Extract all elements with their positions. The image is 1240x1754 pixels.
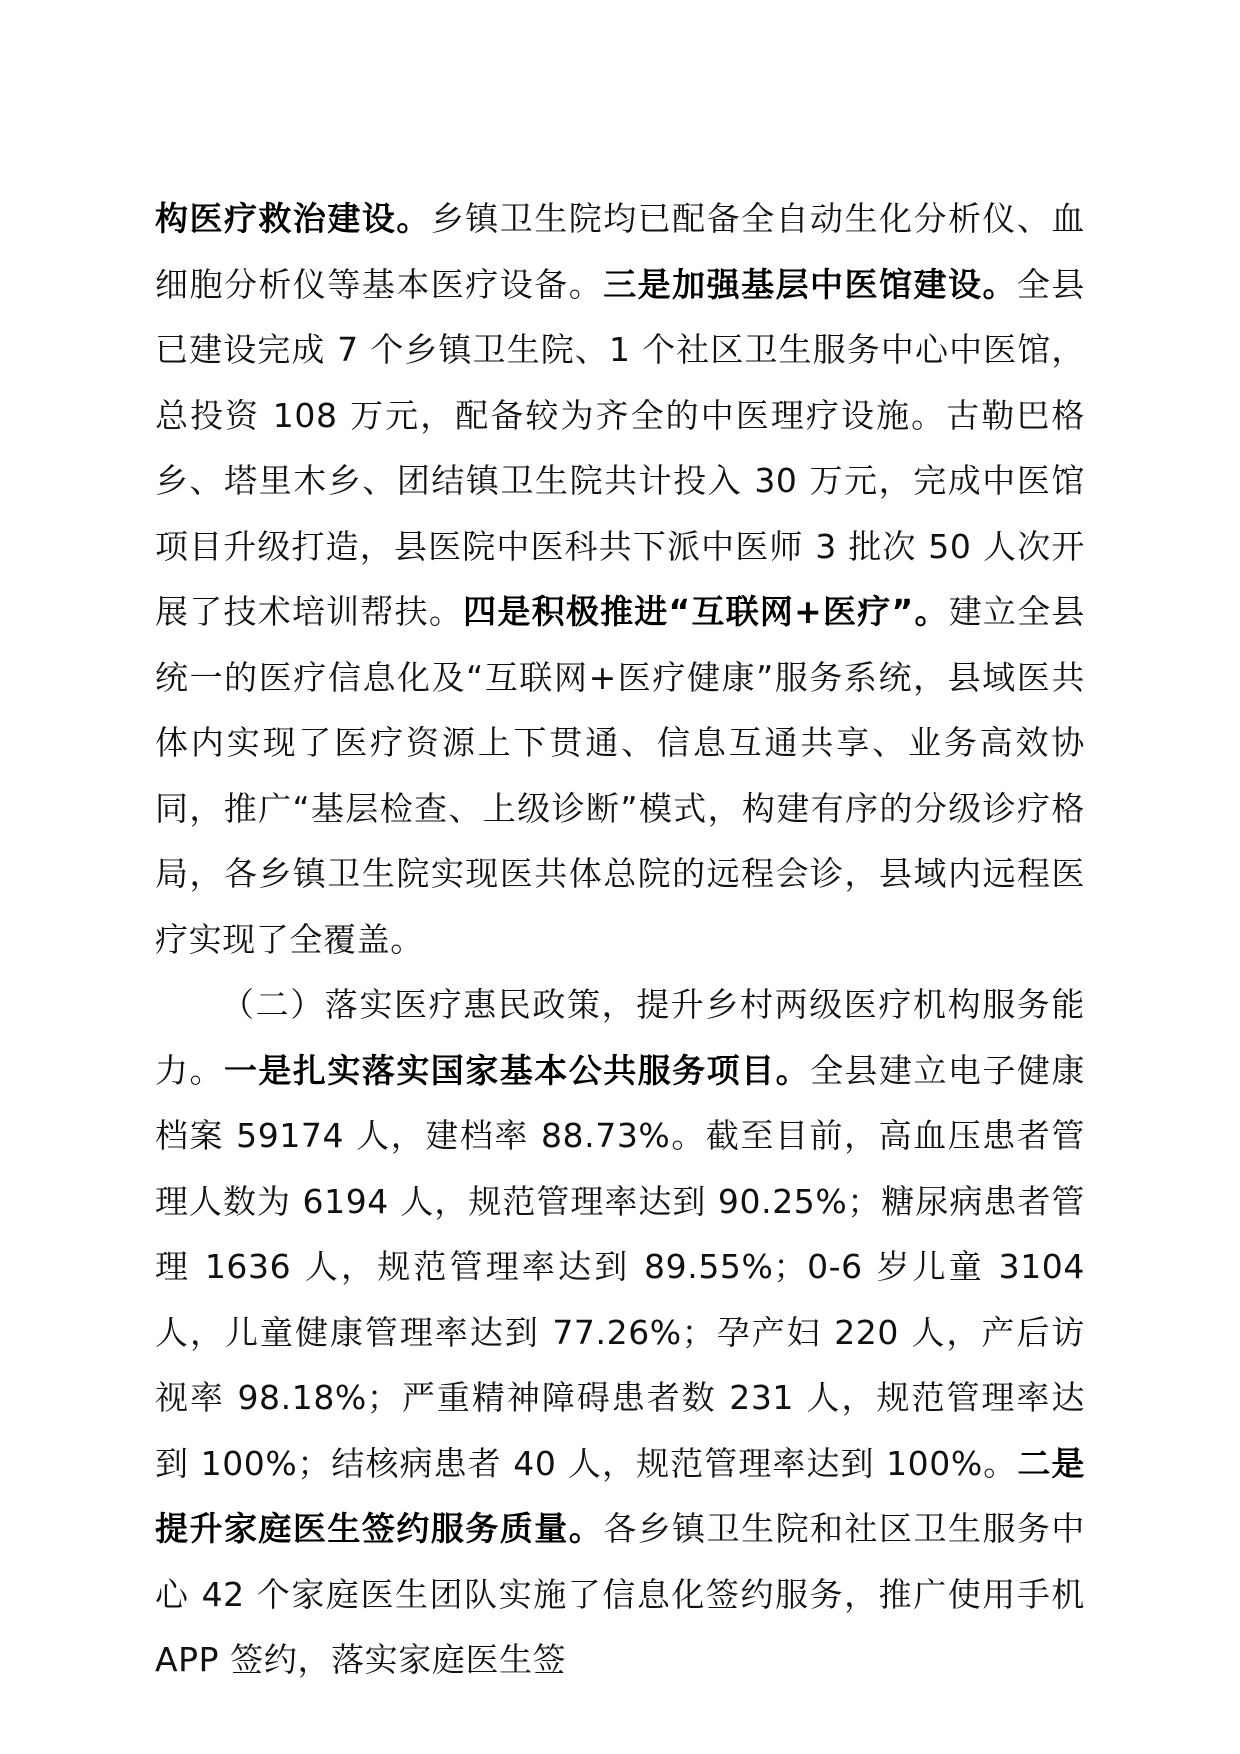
section-heading: （二）落实医疗惠民政策，提升乡村两级医疗机构服务能力。	[155, 985, 1085, 1090]
body-text: 各乡镇卫生院和社区卫生服务中心 42 个家庭医生团队实施了信息化签约服务，推广使用手机 APP 签约，落实家庭医生签	[155, 1509, 1085, 1679]
paragraph-medical-construction	[155, 186, 1085, 972]
bold-phrase: 一是扎实落实国家基本公共服务项目。	[223, 1050, 811, 1090]
bold-phrase: 二是提升家庭医生签约服务质量。	[155, 1443, 1085, 1548]
bold-phrase: 构医疗救治建设。	[155, 199, 431, 238]
body-text: 全县建立电子健康档案 59174 人，建档率 88.73%。截至目前，高血压患者管理人数为 6194 人，规范管理率达到 90.25%；糖尿病患者管理 1636 人，规范管理率达到 89.55%；0-6 岁儿童 3104 人，儿童健康管理率达到 77.26%；孕产妇 220 人，产后访视率 98.18%；严重精神障碍患者数 231 人，规范管理率达到 100%；结核病患者 40 人，规范管理率达到 100%。	[155, 1050, 1086, 1483]
document-body	[155, 186, 1085, 1693]
bold-phrase: 四是积极推进“互联网+医疗”。	[463, 592, 949, 631]
body-text: 建立全县统一的医疗信息化及“互联网+医疗健康”服务系统，县域医共体内实现了医疗资源上下贯通、信息互通共享、业务高效协同，推广“基层检查、上级诊断”模式，构建有序的分级诊疗格局，各乡镇卫生院实现医共体总院的远程会诊，县域内远程医疗实现了全覆盖。	[155, 592, 1085, 959]
paragraph-benefit-policy	[155, 972, 1085, 1693]
bold-phrase: 三是加强基层中医馆建设。	[603, 264, 1017, 304]
body-text: 乡镇卫生院均已配备全自动生化分析仪、血细胞分析仪等基本医疗设备。	[155, 199, 1085, 304]
body-text: 全县已建设完成 7 个乡镇卫生院、1 个社区卫生服务中心中医馆，总投资 108 万元，配备较为齐全的中医理疗设施。古勒巴格乡、塔里木乡、团结镇卫生院共计投入 30 万元，完成中医馆项目升级打造，县医院中医科共下派中医师 3 批次 50 人次开展了技术培训帮扶。	[155, 264, 1085, 631]
